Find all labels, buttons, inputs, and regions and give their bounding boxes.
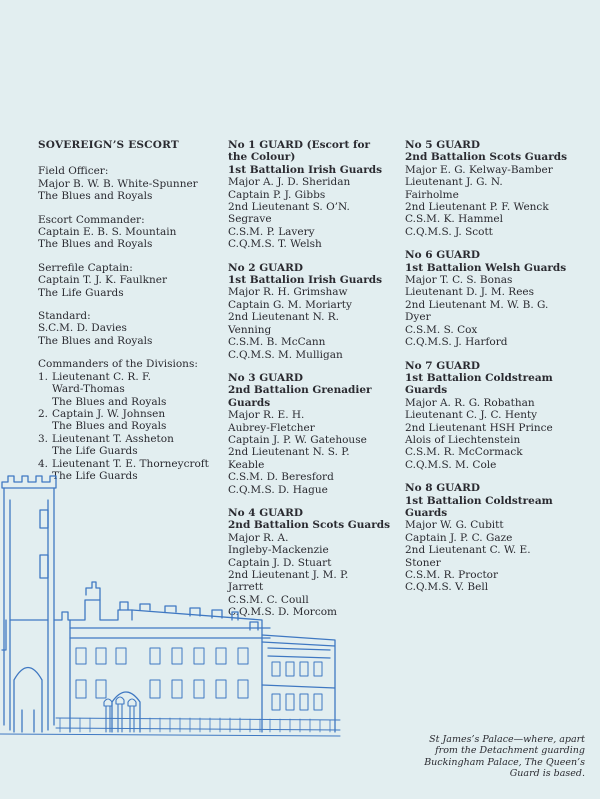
escort-commander-label: Escort Commander: bbox=[38, 213, 145, 226]
item-line: The Life Guards bbox=[52, 445, 138, 458]
guard-heading: 2nd Battalion Grenadier bbox=[228, 384, 372, 397]
item-number: 3. bbox=[38, 432, 49, 445]
guard-line: Major R. E. H. bbox=[228, 409, 305, 422]
sovereigns-escort-heading: SOVEREIGN’S ESCORT bbox=[38, 139, 179, 151]
item-number: 4. bbox=[38, 457, 49, 470]
guard-line: Lieutenant C. J. C. Henty bbox=[405, 409, 538, 422]
guard-heading: No 5 GUARD bbox=[405, 139, 480, 151]
caption-line: from the Detachment guarding bbox=[435, 745, 585, 757]
item-line: Lieutenant C. R. F. bbox=[52, 370, 151, 383]
guard-line: Keable bbox=[228, 458, 265, 471]
caption-line: Buckingham Palace, The Queen’s bbox=[424, 756, 585, 768]
item-line: The Life Guards bbox=[52, 469, 138, 482]
item-line: Captain J. W. Johnsen bbox=[52, 407, 166, 420]
guard-line: Major A. R. G. Robathan bbox=[405, 396, 535, 409]
field-officer-block bbox=[38, 165, 218, 202]
guard-heading: 1st Battalion Welsh Guards bbox=[405, 261, 567, 274]
guard-line: 2nd Lieutenant P. F. Wenck bbox=[405, 201, 549, 214]
guard-heading: Guards bbox=[405, 384, 448, 397]
guard-line: C.Q.M.S. M. Cole bbox=[405, 458, 497, 471]
guard-heading: 1st Battalion Irish Guards bbox=[228, 274, 382, 287]
guard-heading: 1st Battalion Coldstream bbox=[405, 494, 553, 507]
guard-heading: No 3 GUARD bbox=[228, 371, 303, 384]
guard-block-no-1 bbox=[228, 139, 400, 251]
caption-line: St James’s Palace—where, apart bbox=[429, 734, 585, 745]
guard-line: Captain J. P. W. Gatehouse bbox=[228, 433, 367, 446]
guard-line: C.Q.M.S. T. Welsh bbox=[228, 238, 322, 251]
guard-line: Lieutenant J. G. N. bbox=[405, 176, 503, 189]
escort-commander-name: Captain E. B. S. Mountain bbox=[38, 226, 177, 239]
guard-line: Captain J. P. C. Gaze bbox=[405, 531, 513, 544]
item-number: 2. bbox=[38, 407, 49, 420]
guard-line: Major W. G. Cubitt bbox=[405, 519, 504, 532]
guard-line: C.S.M. D. Beresford bbox=[228, 471, 334, 484]
guard-line: C.S.M. P. Lavery bbox=[228, 225, 315, 238]
sovereigns-escort-column bbox=[38, 139, 218, 493]
escort-commander-regiment: The Blues and Royals bbox=[38, 238, 153, 251]
guard-line: Jarrett bbox=[228, 581, 264, 594]
guard-block-no-2 bbox=[228, 262, 400, 361]
serrefile-captain-block bbox=[38, 262, 218, 299]
commanders-label: Commanders of the Divisions: bbox=[38, 358, 198, 371]
guard-line: Dyer bbox=[405, 311, 431, 324]
guard-line: Captain J. D. Stuart bbox=[228, 556, 332, 569]
guard-line: C.Q.M.S. M. Mulligan bbox=[228, 348, 343, 361]
guard-line: Major T. C. S. Bonas bbox=[405, 274, 513, 287]
item-line: The Blues and Royals bbox=[52, 395, 167, 408]
guard-heading: No 1 GUARD (Escort for bbox=[228, 139, 371, 151]
guard-line: Aubrey-Fletcher bbox=[228, 421, 315, 434]
guard-line: Venning bbox=[228, 323, 272, 336]
st-james-palace-sketch-icon bbox=[0, 470, 345, 750]
guard-heading: the Colour) bbox=[228, 151, 296, 164]
item-line: Ward-Thomas bbox=[52, 383, 125, 396]
standard-label: Standard: bbox=[38, 310, 91, 323]
guard-heading: No 6 GUARD bbox=[405, 249, 480, 262]
guard-heading: No 7 GUARD bbox=[405, 359, 480, 372]
guard-block-no-6 bbox=[405, 249, 585, 348]
guard-line: C.S.M. S. Cox bbox=[405, 323, 478, 336]
guard-line: C.S.M. B. McCann bbox=[228, 336, 326, 349]
guard-line: Fairholme bbox=[405, 188, 459, 201]
guard-line: Major E. G. Kelway-Bamber bbox=[405, 163, 553, 176]
guard-line: Lieutenant D. J. M. Rees bbox=[405, 286, 535, 299]
serrefile-captain-name: Captain T. J. K. Faulkner bbox=[38, 274, 167, 287]
guard-heading: 2nd Battalion Scots Guards bbox=[228, 519, 390, 532]
field-officer-name: Major B. W. B. White-Spunner bbox=[38, 177, 198, 190]
guard-line: C.Q.M.S. J. Harford bbox=[405, 336, 508, 349]
serrefile-captain-regiment: The Life Guards bbox=[38, 286, 124, 299]
guard-line: 2nd Lieutenant C. W. E. bbox=[405, 544, 531, 557]
guard-heading: No 2 GUARD bbox=[228, 261, 303, 274]
guard-heading: 2nd Battalion Scots Guards bbox=[405, 151, 567, 164]
guard-line: C.S.M. R. Proctor bbox=[405, 569, 499, 581]
commanders-list bbox=[38, 371, 218, 483]
guard-line: 2nd Lieutenant N. R. bbox=[228, 311, 340, 324]
guard-line: C.S.M. C. Coull bbox=[228, 593, 309, 606]
guard-heading: Guards bbox=[405, 506, 448, 519]
commanders-block bbox=[38, 358, 218, 482]
item-line: The Blues and Royals bbox=[52, 420, 167, 433]
field-officer-regiment: The Blues and Royals bbox=[38, 190, 153, 203]
escort-commander-block bbox=[38, 214, 218, 251]
guard-heading: No 4 GUARD bbox=[228, 506, 303, 519]
guard-line: Captain G. M. Moriarty bbox=[228, 298, 352, 311]
caption-line: Guard is based. bbox=[509, 768, 585, 780]
guards-column-3 bbox=[405, 139, 585, 605]
guard-line: Alois of Liechtenstein bbox=[405, 433, 521, 446]
guard-line: Major R. A. bbox=[228, 531, 289, 544]
guard-line: C.Q.M.S. J. Scott bbox=[405, 225, 493, 238]
item-number: 1. bbox=[38, 370, 49, 383]
guard-line: 2nd Lieutenant S. O’N. bbox=[228, 201, 350, 214]
standard-regiment: The Blues and Royals bbox=[38, 334, 153, 347]
serrefile-captain-label: Serrefile Captain: bbox=[38, 261, 133, 274]
guard-heading: 1st Battalion Coldstream bbox=[405, 371, 553, 384]
guard-line: Major R. H. Grimshaw bbox=[228, 286, 348, 299]
item-line: Lieutenant T. Assheton bbox=[52, 432, 174, 445]
guard-line: C.Q.M.S. D. Hague bbox=[228, 483, 328, 496]
guard-line: 2nd Lieutenant N. S. P. bbox=[228, 446, 350, 459]
list-item bbox=[38, 408, 218, 433]
guard-line: C.Q.M.S. V. Bell bbox=[405, 581, 489, 594]
list-item bbox=[38, 371, 218, 408]
guard-line: C.Q.M.S. D. Morcom bbox=[228, 606, 337, 619]
guard-heading: Guards bbox=[228, 396, 271, 409]
guard-block-no-5 bbox=[405, 139, 585, 238]
standard-block bbox=[38, 310, 218, 347]
field-officer-label: Field Officer: bbox=[38, 165, 109, 178]
guard-line: Segrave bbox=[228, 213, 272, 226]
guard-heading: 1st Battalion Irish Guards bbox=[228, 163, 382, 176]
guard-line: C.S.M. K. Hammel bbox=[405, 213, 504, 226]
guard-block-no-7 bbox=[405, 360, 585, 472]
item-line: Lieutenant T. E. Thorneycroft bbox=[52, 457, 209, 470]
guard-line: 2nd Lieutenant J. M. P. bbox=[228, 569, 349, 581]
guard-line: Captain P. J. Gibbs bbox=[228, 188, 326, 201]
illustration-caption bbox=[420, 734, 585, 780]
guard-line: Ingleby-Mackenzie bbox=[228, 544, 329, 557]
guard-line: Stoner bbox=[405, 556, 441, 569]
guard-block-no-8 bbox=[405, 482, 585, 594]
guard-line: 2nd Lieutenant M. W. B. G. bbox=[405, 298, 549, 311]
list-item bbox=[38, 433, 218, 458]
guard-line: 2nd Lieutenant HSH Prince bbox=[405, 421, 553, 434]
guard-heading: No 8 GUARD bbox=[405, 482, 480, 495]
standard-name: S.C.M. D. Davies bbox=[38, 322, 127, 335]
guard-line: C.S.M. R. McCormack bbox=[405, 446, 523, 459]
guard-line: Major A. J. D. Sheridan bbox=[228, 176, 351, 189]
